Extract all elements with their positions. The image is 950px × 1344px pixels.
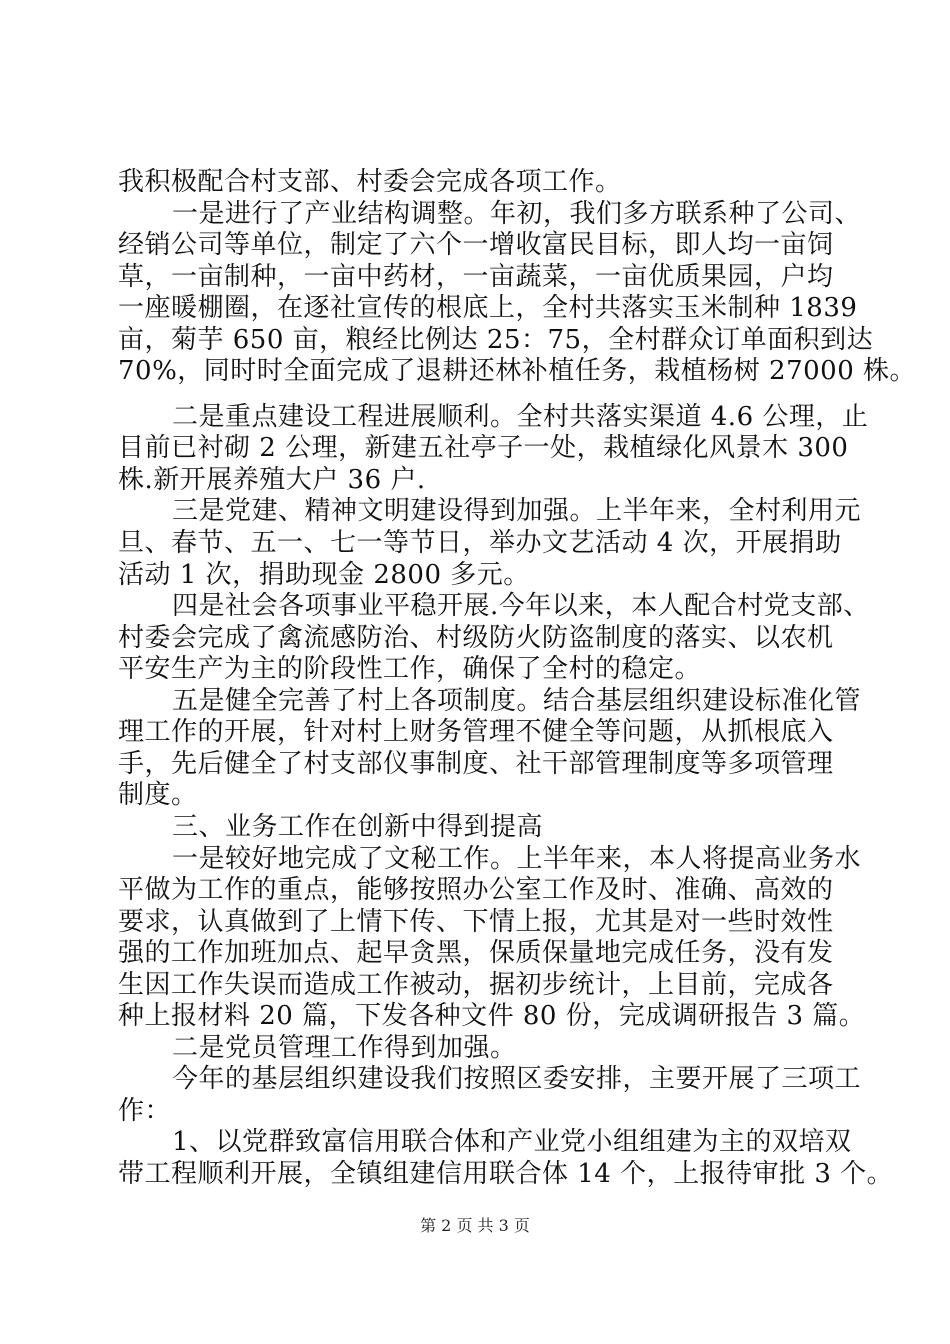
text-line: 70%，同时时全面完成了退耕还林补植任务，栽植杨树 27000 株。 [118, 356, 917, 386]
section-heading: 三、业务工作在创新中得到提高 [172, 812, 544, 842]
text-line: 一是较好地完成了文秘工作。上半年来，本人将提高业务水 [172, 844, 862, 874]
text-line: 村委会完成了禽流感防治、村级防火防盗制度的落实、以农机 [118, 623, 834, 653]
text-line: 二是重点建设工程进展顺利。全村共落实渠道 4.6 公理，止 [172, 402, 869, 432]
text-line: 强的工作加班加点、起早贪黑，保质保量地完成任务，没有发 [118, 938, 834, 968]
text-line: 要求，认真做到了上情下传、下情上报，尤其是对一些时效性 [118, 907, 834, 937]
text-line: 作： [118, 1096, 172, 1126]
text-line: 手，先后健全了村支部仪事制度、社干部管理制度等多项管理 [118, 749, 834, 779]
text-line: 种上报材料 20 篇，下发各种文件 80 份，完成调研报告 3 篇。 [118, 1001, 866, 1031]
text-line: 五是健全完善了村上各项制度。结合基层组织建设标准化管 [172, 686, 862, 716]
text-line: 平做为工作的重点，能够按照办公室工作及时、准确、高效的 [118, 875, 834, 905]
text-line: 1、以党群致富信用联合体和产业党小组组建为主的双培双 [172, 1127, 852, 1157]
text-line: 经销公司等单位，制定了六个一增收富民目标，即人均一亩饲 [118, 230, 834, 260]
text-line: 一座暖棚圈，在逐社宣传的根底上，全村共落实玉米制种 1839 [118, 293, 858, 323]
text-line: 生因工作失误而造成工作被动，据初步统计，上目前，完成各 [118, 970, 834, 1000]
text-line: 带工程顺利开展，全镇组建信用联合体 14 个，上报待审批 3 个。 [118, 1159, 894, 1189]
text-line: 我积极配合村支部、村委会完成各项工作。 [118, 167, 622, 197]
text-line: 理工作的开展，针对村上财务管理不健全等问题，从抓根底入 [118, 717, 834, 747]
text-line: 制度。 [118, 780, 198, 810]
text-line: 四是社会各项事业平稳开展.今年以来，本人配合村党支部、 [172, 591, 870, 621]
text-line: 草，一亩制种，一亩中药材，一亩蔬菜，一亩优质果园，户均 [118, 262, 834, 292]
page-footer: 第 2 页 共 3 页 [420, 1216, 530, 1235]
text-line: 平安生产为主的阶段性工作，确保了全村的稳定。 [118, 654, 702, 684]
text-line: 活动 1 次，捐助现金 2800 多元。 [118, 560, 530, 590]
text-line: 二是党员管理工作得到加强。 [172, 1033, 517, 1063]
text-line: 三是党建、精神文明建设得到加强。上半年来，全村利用元 [172, 496, 862, 526]
text-line: 今年的基层组织建设我们按照区委安排，主要开展了三项工 [172, 1064, 862, 1094]
text-line: 株.新开展养殖大户 36 户. [118, 465, 426, 495]
text-line: 一是进行了产业结构调整。年初，我们多方联系种了公司、 [172, 199, 862, 229]
text-line: 亩，菊芋 650 亩，粮经比例达 25：75，全村群众订单面积到达 [118, 325, 874, 355]
text-line: 旦、春节、五一、七一等节日，举办文艺活动 4 次，开展捐助 [118, 528, 842, 558]
text-line: 目前已衬砌 2 公理，新建五社亭子一处，栽植绿化风景木 300 [118, 433, 849, 463]
